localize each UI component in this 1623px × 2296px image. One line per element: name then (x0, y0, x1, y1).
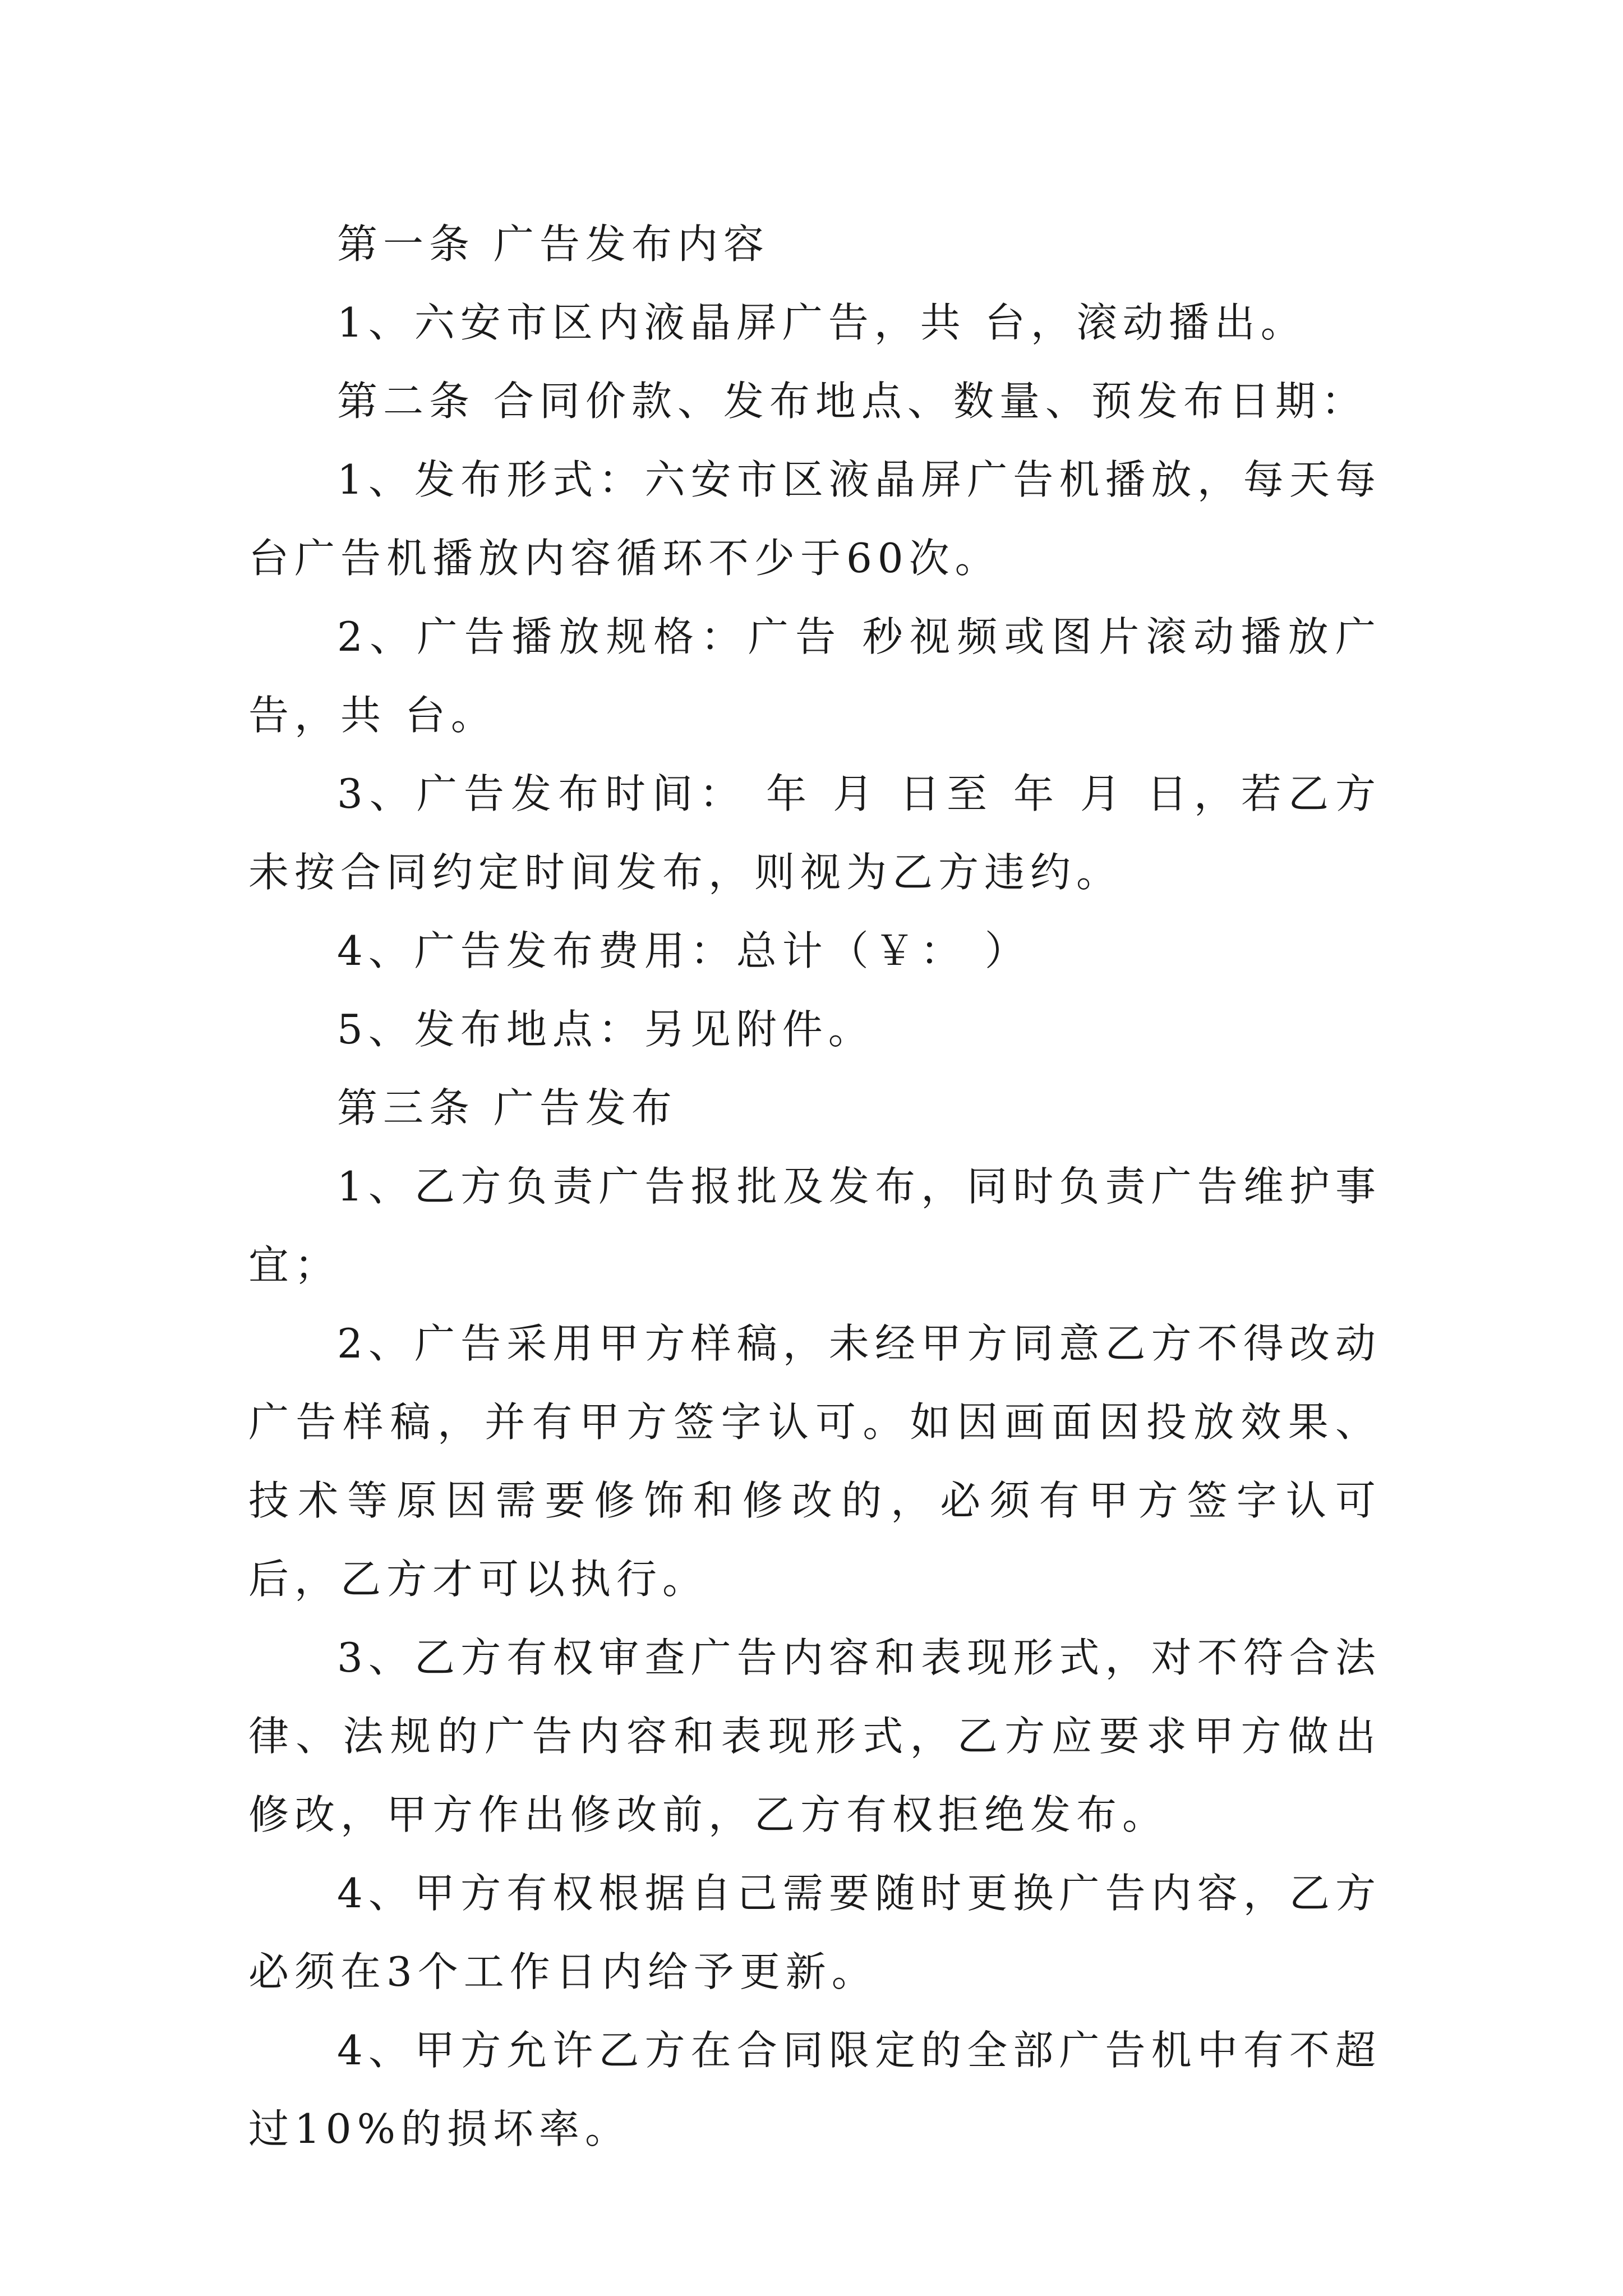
article-3-item-1: 1、乙方负责广告报批及发布，同时负责广告维护事宜； (248, 1163, 1381, 1289)
article-2-item-5: 5、发布地点：另见附件。 (337, 1006, 874, 1053)
article-2-item-4: 4、广告发布费用：总计（￥： ） (337, 927, 1031, 974)
article-2-item-3: 3、广告发布时间： 年 月 日至 年 月 日，若乙方未按合同约定时间发布，则视为乙方违约。 (248, 770, 1381, 896)
article-3-item-4: 4、甲方有权根据自己需要随时更换广告内容，乙方必须在3个工作日内给予更新。 (248, 1870, 1381, 1995)
article-2-item-2: 2、广告播放规格：广告 秒视频或图片滚动播放广告，共 台。 (248, 613, 1381, 739)
article-3-heading: 第三条 广告发布 (337, 1084, 677, 1131)
article-3-item-2: 2、广告采用甲方样稿，未经甲方同意乙方不得改动广告样稿，并有甲方签字认可。如因画面因投放效果、技术等原因需要修饰和修改的，必须有甲方签字认可后，乙方才可以执行。 (248, 1320, 1381, 1603)
article-1-item-1: 1、六安市区内液晶屏广告，共 台，滚动播出。 (337, 299, 1307, 346)
article-2-heading: 第二条 合同价款、发布地点、数量、预发布日期： (337, 378, 1367, 425)
article-1-heading: 第一条 广告发布内容 (337, 220, 769, 268)
article-3-item-3: 3、乙方有权审查广告内容和表现形式，对不符合法律、法规的广告内容和表现形式，乙方应要求甲方做出修改，甲方作出修改前，乙方有权拒绝发布。 (248, 1634, 1381, 1838)
article-3-item-4b: 4、甲方允许乙方在合同限定的全部广告机中有不超过10%的损坏率。 (248, 2027, 1381, 2152)
article-2-item-1: 1、发布形式：六安市区液晶屏广告机播放，每天每台广告机播放内容循环不少于60次。 (248, 456, 1381, 582)
document-body (248, 205, 1381, 2168)
